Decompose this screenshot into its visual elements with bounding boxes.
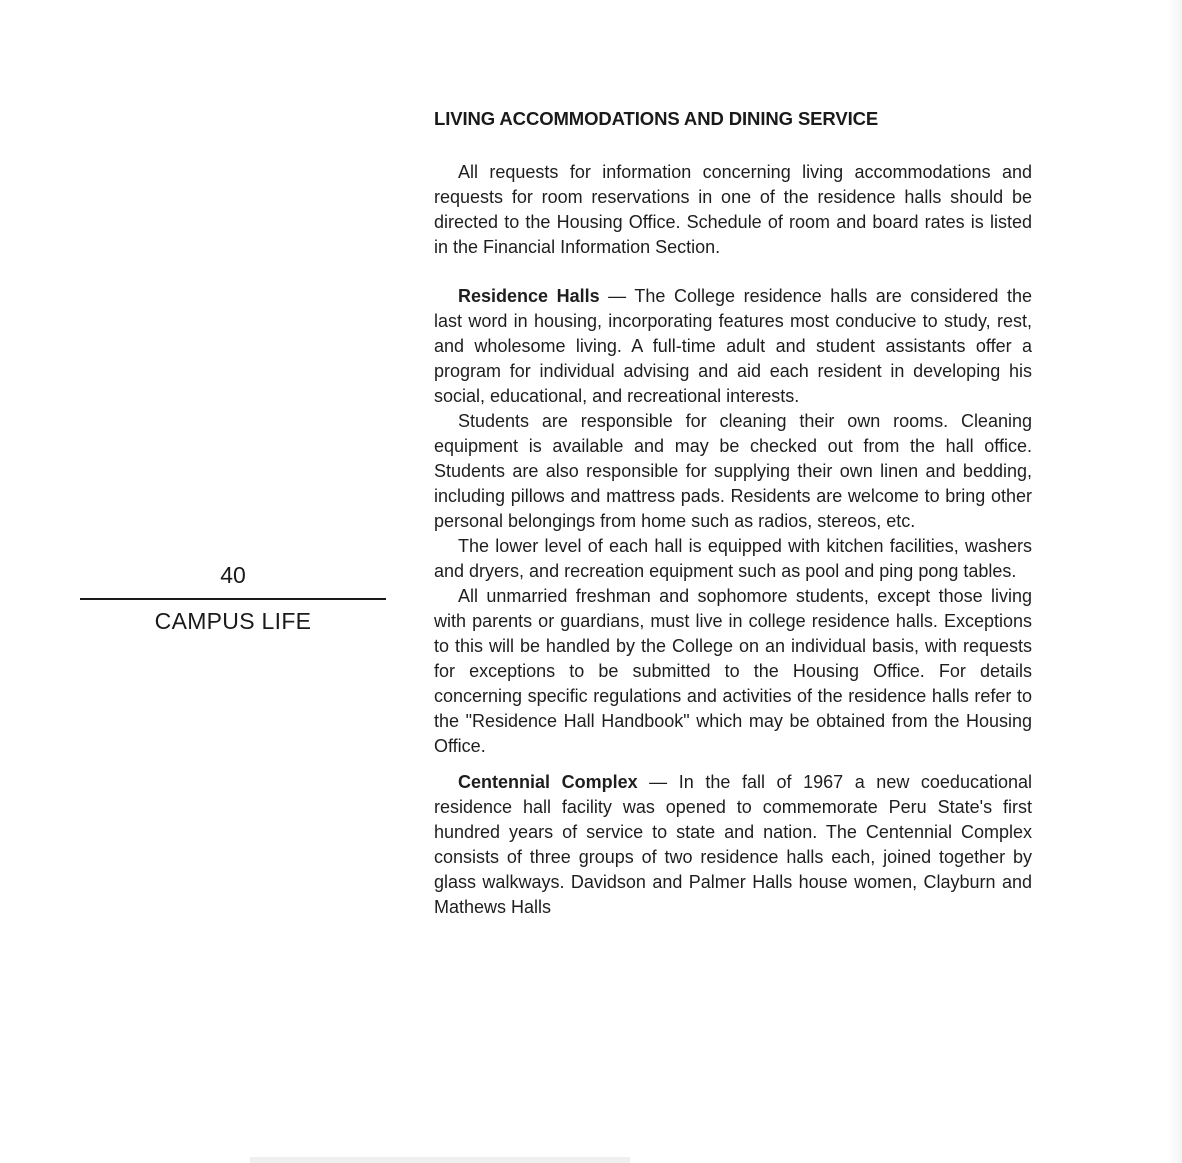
residence-halls-title: Residence Halls [458,286,600,306]
main-text-column [434,106,1032,920]
page-edge-shadow [1168,0,1182,1163]
centennial-complex-paragraph [434,770,1032,920]
residence-halls-text-1: The College residence halls are considered the last word in housing, incorporating features most conducive to study, rest, and wholesome living. A full-time adult and student assistants offer a program for individual advising and aid each resident in developing his social, educational, and recreational interests. [434,286,1032,406]
scan-shade [250,1157,630,1163]
residence-halls-paragraph-1 [434,284,1032,409]
page-number: 40 [220,562,246,588]
residence-halls-paragraph-2: Students are responsible for cleaning their own rooms. Cleaning equipment is available and may be checked out from the hall office. Students are also responsible for supplying their own linen and bedding, including pillows and mattress pads. Residents are welcome to bring other personal belongings from home such as radios, stereos, etc. [434,411,1032,531]
margin-section-tab [80,560,386,636]
residence-halls-dash: — [599,286,635,306]
centennial-complex-dash: — [637,772,679,792]
residence-halls-paragraph-4: All unmarried freshman and sophomore students, except those living with parents or guardians, must live in college residence halls. Exceptions to this will be handled by the College on an individual basis, with requests for exceptions to be submitted to the Housing Office. For details concerning specific regulations and activities of the residence halls refer to the "Residence Hall Handbook" which may be obtained from the Housing Office. [434,586,1032,756]
section-name: CAMPUS LIFE [154,608,312,634]
intro-paragraph: All requests for information concerning living accommodations and requests for room reservations in one of the residence halls should be directed to the Housing Office. Schedule of room and board rates is listed in the Financial Information Section. [434,162,1032,257]
centennial-complex-text: In the fall of 1967 a new coeducational residence hall facility was opened to commemorate Peru State's first hundred years of service to state and nation. The Centennial Complex consists of three groups of two residence halls each, joined together by glass walkways. Davidson and Palmer Halls house women, Clayburn and Mathews Halls [434,772,1032,917]
centennial-complex-title: Centennial Complex [458,772,638,792]
page-heading: LIVING ACCOMMODATIONS AND DINING SERVICE [434,108,879,129]
residence-halls-paragraph-3: The lower level of each hall is equipped with kitchen facilities, washers and dryers, and recreation equipment such as pool and ping pong tables. [434,536,1032,581]
